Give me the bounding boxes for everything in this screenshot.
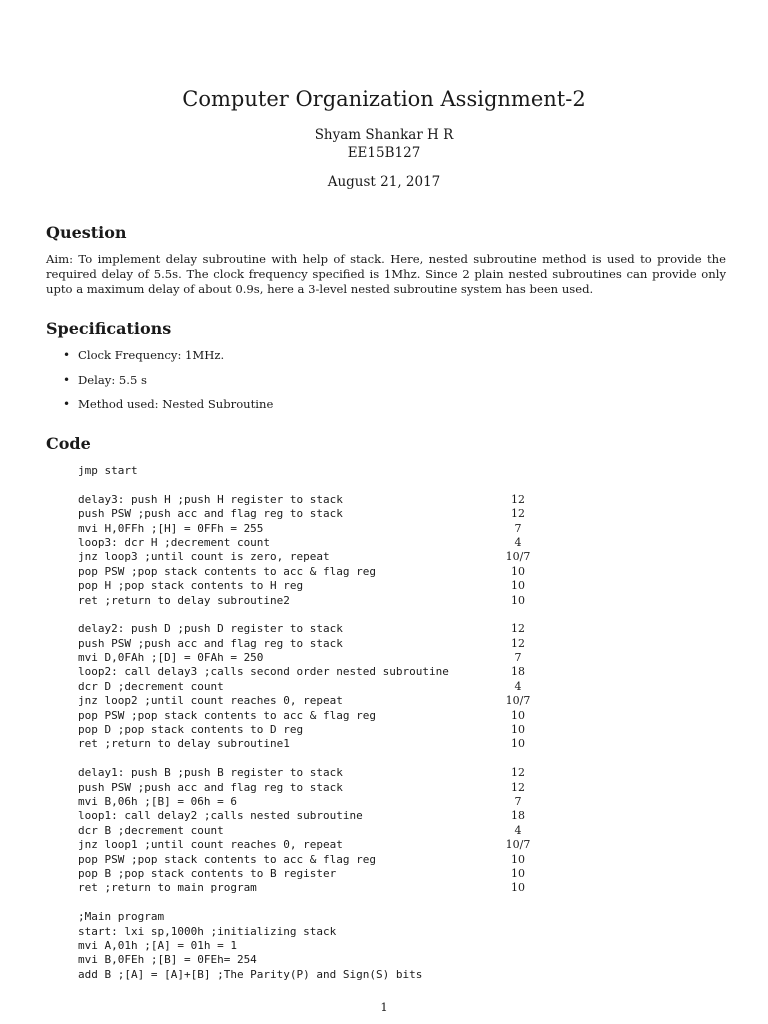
code-instruction: jnz loop3 ;until count is zero, repeat xyxy=(78,550,330,564)
code-cycle-count: 7 xyxy=(514,521,522,535)
code-cycle-count: 10 xyxy=(511,579,525,593)
spec-item: • Method used: Nested Subroutine xyxy=(46,397,273,422)
code-cycle-count: 10 xyxy=(511,852,525,866)
code-cycle-count: 10 xyxy=(511,723,525,737)
code-line xyxy=(78,925,548,939)
code-cycle-count: 12 xyxy=(511,507,525,521)
code-instruction: pop D ;pop stack contents to D reg xyxy=(78,723,304,737)
code-line xyxy=(78,824,548,838)
code-line xyxy=(78,881,548,895)
code-cycle-count: 10 xyxy=(511,866,525,880)
code-line xyxy=(78,507,548,521)
code-instruction: mvi B,06h ;[B] = 06h = 6 xyxy=(78,794,237,808)
code-cycle-count: 4 xyxy=(514,679,522,693)
code-line xyxy=(78,694,548,708)
code-instruction: delay1: push B ;push B register to stack xyxy=(78,766,343,780)
document-title: Computer Organization Assignment-2 xyxy=(182,87,586,111)
code-line xyxy=(78,910,548,924)
code-instruction: mvi B,0FEh ;[B] = 0FEh= 254 xyxy=(78,953,257,967)
code-line xyxy=(78,637,548,651)
code-cycle-count: 10 xyxy=(511,593,525,607)
code-cycle-count: 12 xyxy=(511,622,525,636)
code-line xyxy=(78,493,548,507)
code-instruction: ret ;return to delay subroutine1 xyxy=(78,737,290,751)
code-line xyxy=(78,464,548,478)
code-cycle-count: 10 xyxy=(511,881,525,895)
code-instruction: push PSW ;push acc and flag reg to stack xyxy=(78,507,343,521)
code-instruction: ret ;return to delay subroutine2 xyxy=(78,593,290,607)
code-line xyxy=(78,565,548,579)
code-instruction: mvi D,0FAh ;[D] = 0FAh = 250 xyxy=(78,651,264,665)
code-instruction: push PSW ;push acc and flag reg to stack xyxy=(78,636,343,650)
code-listing xyxy=(78,464,548,982)
code-line xyxy=(78,522,548,536)
code-line xyxy=(78,766,548,780)
code-instruction: pop PSW ;pop stack contents to acc & flag reg xyxy=(78,564,377,578)
code-line xyxy=(78,594,548,608)
code-cycle-count: 18 xyxy=(511,665,525,679)
code-instruction: jnz loop1 ;until count reaches 0, repeat xyxy=(78,838,343,852)
code-instruction: delay2: push D ;push D register to stack xyxy=(78,622,343,636)
spec-item: • Delay: 5.5 s xyxy=(46,373,273,398)
code-cycle-count: 12 xyxy=(511,780,525,794)
code-line xyxy=(78,622,548,636)
code-line xyxy=(78,953,548,967)
code-line xyxy=(78,853,548,867)
code-line xyxy=(78,968,548,982)
code-line xyxy=(78,737,548,751)
code-instruction: ret ;return to main program xyxy=(78,881,257,895)
code-line xyxy=(78,795,548,809)
author-name: Shyam Shankar H R xyxy=(314,127,454,143)
code-line xyxy=(78,680,548,694)
code-cycle-count: 10 xyxy=(511,737,525,751)
code-cycle-count: 7 xyxy=(514,651,522,665)
code-line xyxy=(78,536,548,550)
code-instruction: loop3: dcr H ;decrement count xyxy=(78,535,271,549)
code-line xyxy=(78,709,548,723)
specifications-heading: Specifications xyxy=(46,319,172,338)
code-block-gap xyxy=(78,608,548,622)
code-instruction: pop B ;pop stack contents to B register xyxy=(78,866,337,880)
code-block-gap xyxy=(78,478,548,492)
code-line xyxy=(78,651,548,665)
code-instruction: start: lxi sp,1000h ;initializing stack xyxy=(78,924,337,938)
code-instruction: loop2: call delay3 ;calls second order nested subroutine xyxy=(78,665,449,679)
code-instruction: pop PSW ;pop stack contents to acc & flag reg xyxy=(78,852,377,866)
code-cycle-count: 12 xyxy=(511,636,525,650)
document-date: August 21, 2017 xyxy=(327,174,441,190)
code-instruction: add B ;[A] = [A]+[B] ;The Parity(P) and Sign(S) bits xyxy=(78,967,423,981)
code-line xyxy=(78,579,548,593)
code-line xyxy=(78,723,548,737)
code-line xyxy=(78,939,548,953)
question-heading: Question xyxy=(46,223,127,242)
code-line xyxy=(78,781,548,795)
code-heading: Code xyxy=(46,434,91,453)
code-instruction: delay3: push H ;push H register to stack xyxy=(78,492,343,506)
code-instruction: pop PSW ;pop stack contents to acc & flag reg xyxy=(78,708,377,722)
code-instruction: push PSW ;push acc and flag reg to stack xyxy=(78,780,343,794)
code-line xyxy=(78,809,548,823)
code-cycle-count: 7 xyxy=(514,794,522,808)
code-block-gap xyxy=(78,896,548,910)
code-line xyxy=(78,838,548,852)
code-instruction: loop1: call delay2 ;calls nested subroutine xyxy=(78,809,363,823)
code-cycle-count: 4 xyxy=(514,535,522,549)
code-line xyxy=(78,665,548,679)
code-instruction: mvi H,0FFh ;[H] = 0FFh = 255 xyxy=(78,521,264,535)
code-instruction: mvi A,01h ;[A] = 01h = 1 xyxy=(78,938,237,952)
code-instruction: jnz loop2 ;until count reaches 0, repeat xyxy=(78,694,343,708)
code-cycle-count: 18 xyxy=(511,809,525,823)
code-line xyxy=(78,867,548,881)
code-cycle-count: 10/7 xyxy=(505,838,531,852)
specifications-list xyxy=(46,348,273,422)
code-cycle-count: 12 xyxy=(511,766,525,780)
code-cycle-count: 12 xyxy=(511,492,525,506)
code-cycle-count: 10/7 xyxy=(505,694,531,708)
code-instruction: dcr D ;decrement count xyxy=(78,679,224,693)
code-cycle-count: 10 xyxy=(511,708,525,722)
roll-number: EE15B127 xyxy=(347,145,421,161)
code-instruction: jmp start xyxy=(78,464,138,477)
page-number: 1 xyxy=(380,1000,388,1014)
code-cycle-count: 10 xyxy=(511,564,525,578)
code-cycle-count: 10/7 xyxy=(505,550,531,564)
code-line xyxy=(78,550,548,564)
code-cycle-count: 4 xyxy=(514,823,522,837)
spec-item: • Clock Frequency: 1MHz. xyxy=(46,348,273,373)
code-instruction: dcr B ;decrement count xyxy=(78,823,224,837)
code-instruction: ;Main program xyxy=(78,910,165,924)
code-block-gap xyxy=(78,752,548,766)
code-instruction: pop H ;pop stack contents to H reg xyxy=(78,579,304,593)
aim-paragraph: Aim: To implement delay subroutine with help of stack. Here, nested subroutine method is used to provide the required delay of 5.5s. The clock frequency specified is 1Mhz. Since 2 plain nested subroutines can provide only upto a maximum delay of about 0.9s, here a 3-level nested subroutine system has been used. xyxy=(46,252,726,297)
